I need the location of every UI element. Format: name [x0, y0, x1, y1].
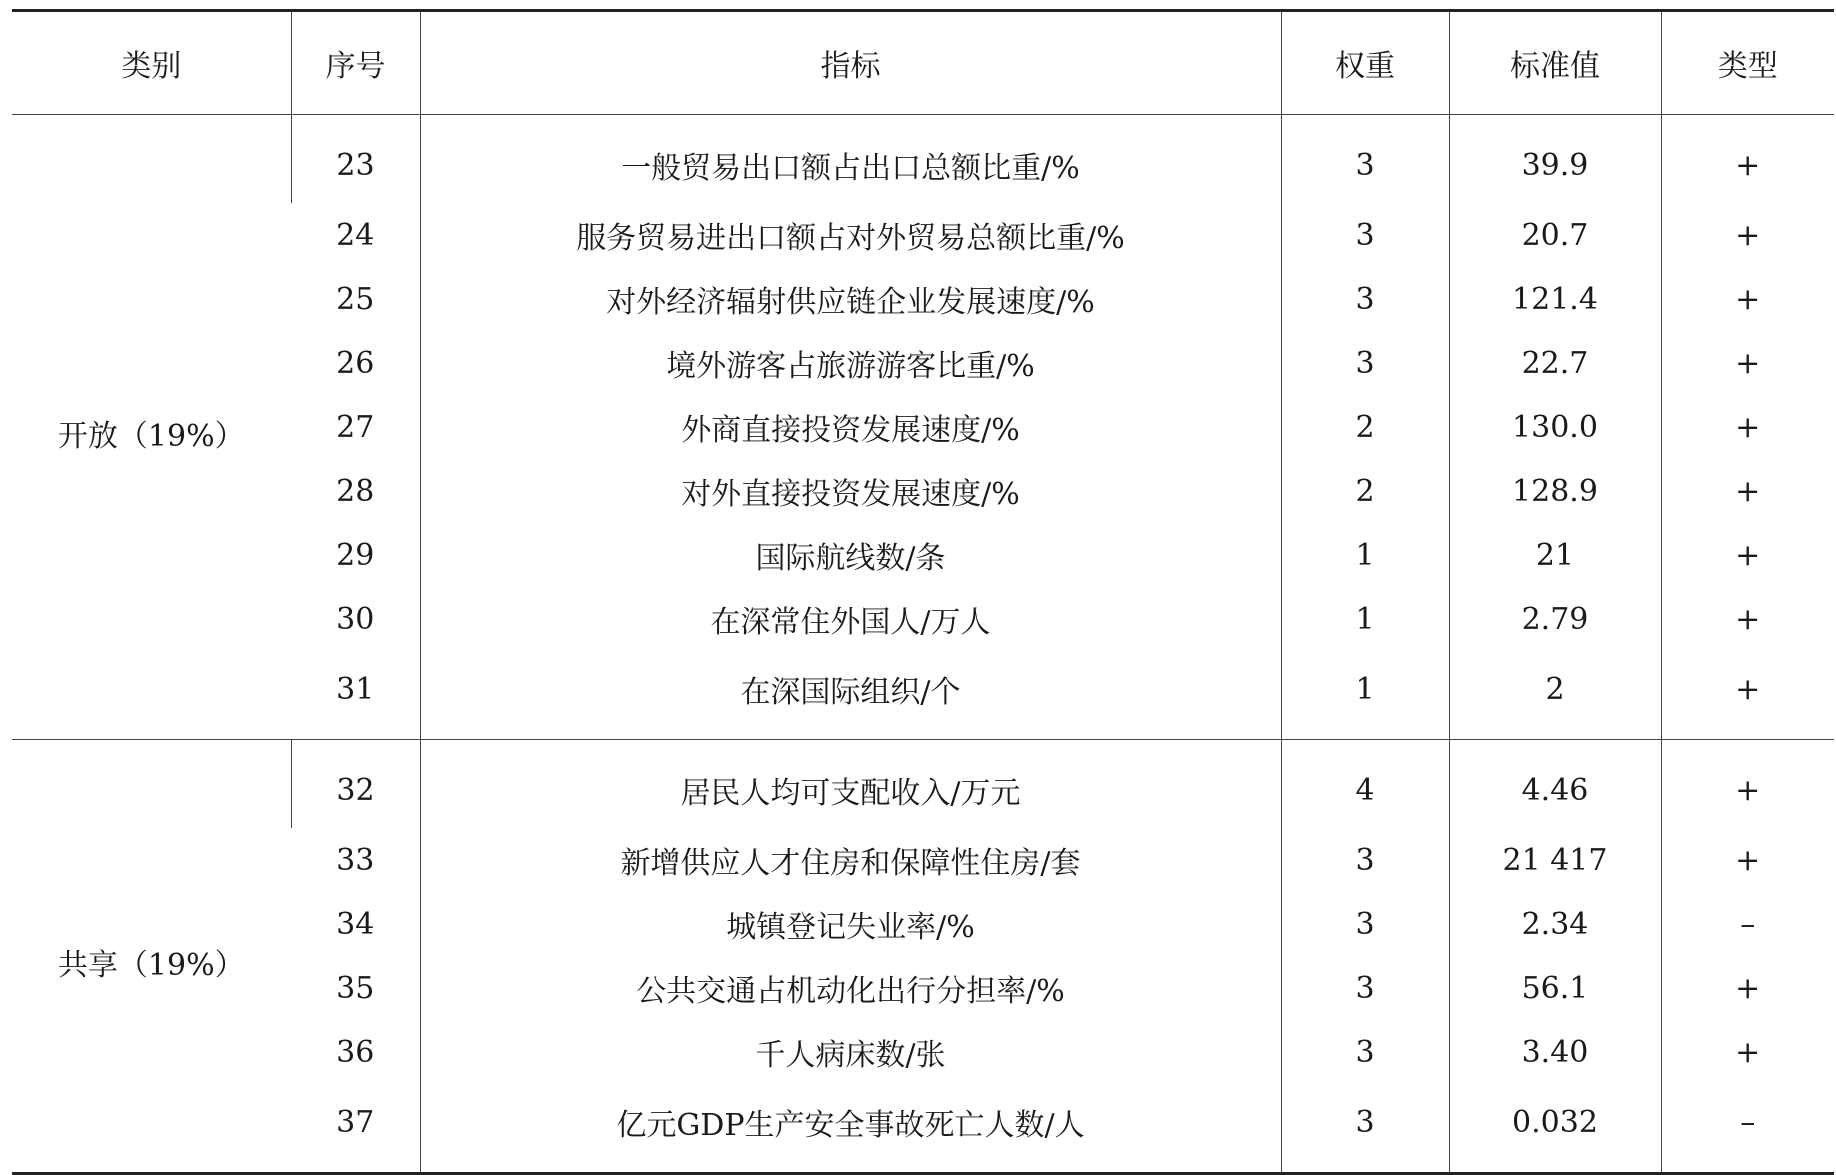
row-indicator: 公共交通占机动化出行分担率/%: [420, 956, 1281, 1020]
row-indicator: 对外直接投资发展速度/%: [420, 459, 1281, 523]
row-weight: 2: [1281, 395, 1449, 459]
indicator-table-container: [12, 9, 1834, 1175]
row-type: +: [1661, 828, 1834, 892]
row-number: 34: [336, 906, 375, 942]
row-standard-value: 121.4: [1449, 267, 1661, 331]
category-cell: 共享（19%）: [12, 740, 291, 1174]
row-number: 35: [336, 970, 375, 1006]
row-number: 36: [336, 1034, 375, 1070]
row-type: –: [1661, 892, 1834, 956]
row-number: 24: [336, 217, 375, 253]
row-standard-value: 128.9: [1449, 459, 1661, 523]
row-weight: 2: [1281, 459, 1449, 523]
row-standard-value: 21 417: [1449, 828, 1661, 892]
table-row: [12, 115, 1834, 204]
header-category: 类别: [12, 11, 291, 115]
row-indicator: 国际航线数/条: [420, 523, 1281, 587]
header-row: [12, 11, 1834, 115]
row-standard-value: 22.7: [1449, 331, 1661, 395]
header-number: 序号: [291, 11, 420, 115]
row-number: 28: [336, 473, 375, 509]
row-weight: 4: [1281, 740, 1449, 829]
row-weight: 3: [1281, 956, 1449, 1020]
row-number: 37: [291, 1084, 420, 1174]
row-number: 32: [291, 740, 420, 829]
row-type: +: [1661, 203, 1834, 267]
row-weight: 3: [1281, 1020, 1449, 1084]
row-number: 25: [336, 281, 375, 317]
row-weight: 3: [1281, 115, 1449, 204]
table-body: [12, 115, 1834, 1174]
row-number: 27: [336, 409, 375, 445]
row-type: +: [1661, 395, 1834, 459]
row-indicator: 千人病床数/张: [420, 1020, 1281, 1084]
row-weight: 3: [1281, 203, 1449, 267]
row-indicator: 城镇登记失业率/%: [420, 892, 1281, 956]
row-type: +: [1661, 740, 1834, 829]
header-standard-value: 标准值: [1449, 11, 1661, 115]
row-indicator: 外商直接投资发展速度/%: [420, 395, 1281, 459]
row-indicator: 新增供应人才住房和保障性住房/套: [420, 828, 1281, 892]
row-number: 33: [336, 842, 375, 878]
row-type: +: [1661, 1020, 1834, 1084]
header-weight: 权重: [1281, 11, 1449, 115]
header-type: 类型: [1661, 11, 1834, 115]
row-type: +: [1661, 587, 1834, 651]
row-type: +: [1661, 956, 1834, 1020]
row-type: +: [1661, 523, 1834, 587]
row-type: +: [1661, 651, 1834, 740]
row-standard-value: 4.46: [1449, 740, 1661, 829]
row-type: +: [1661, 459, 1834, 523]
row-indicator: 境外游客占旅游游客比重/%: [420, 331, 1281, 395]
table-row: [12, 740, 1834, 829]
row-standard-value: 21: [1449, 523, 1661, 587]
row-weight: 3: [1281, 828, 1449, 892]
row-number: 26: [336, 345, 375, 381]
row-standard-value: 2.34: [1449, 892, 1661, 956]
row-standard-value: 2: [1449, 651, 1661, 740]
row-weight: 3: [1281, 892, 1449, 956]
row-type: +: [1661, 115, 1834, 204]
row-indicator: 对外经济辐射供应链企业发展速度/%: [420, 267, 1281, 331]
row-weight: 1: [1281, 651, 1449, 740]
row-standard-value: 20.7: [1449, 203, 1661, 267]
row-standard-value: 130.0: [1449, 395, 1661, 459]
row-weight: 1: [1281, 587, 1449, 651]
row-indicator: 服务贸易进出口额占对外贸易总额比重/%: [420, 203, 1281, 267]
row-number: 30: [336, 601, 375, 637]
row-indicator: 在深国际组织/个: [420, 651, 1281, 740]
row-type: –: [1661, 1084, 1834, 1174]
table-header: [12, 11, 1834, 115]
row-indicator: 居民人均可支配收入/万元: [420, 740, 1281, 829]
header-indicator: 指标: [420, 11, 1281, 115]
row-standard-value: 56.1: [1449, 956, 1661, 1020]
row-standard-value: 2.79: [1449, 587, 1661, 651]
row-type: +: [1661, 267, 1834, 331]
row-standard-value: 0.032: [1449, 1084, 1661, 1174]
row-weight: 3: [1281, 1084, 1449, 1174]
row-weight: 1: [1281, 523, 1449, 587]
row-indicator: 在深常住外国人/万人: [420, 587, 1281, 651]
row-standard-value: 3.40: [1449, 1020, 1661, 1084]
row-number: 23: [291, 115, 420, 204]
row-indicator: 亿元GDP生产安全事故死亡人数/人: [420, 1084, 1281, 1174]
indicator-table: [12, 9, 1834, 1175]
row-number: 31: [291, 651, 420, 740]
category-cell: 开放（19%）: [12, 115, 291, 740]
row-number: 29: [336, 537, 375, 573]
row-type: +: [1661, 331, 1834, 395]
row-weight: 3: [1281, 267, 1449, 331]
row-standard-value: 39.9: [1449, 115, 1661, 204]
row-weight: 3: [1281, 331, 1449, 395]
row-indicator: 一般贸易出口额占出口总额比重/%: [420, 115, 1281, 204]
